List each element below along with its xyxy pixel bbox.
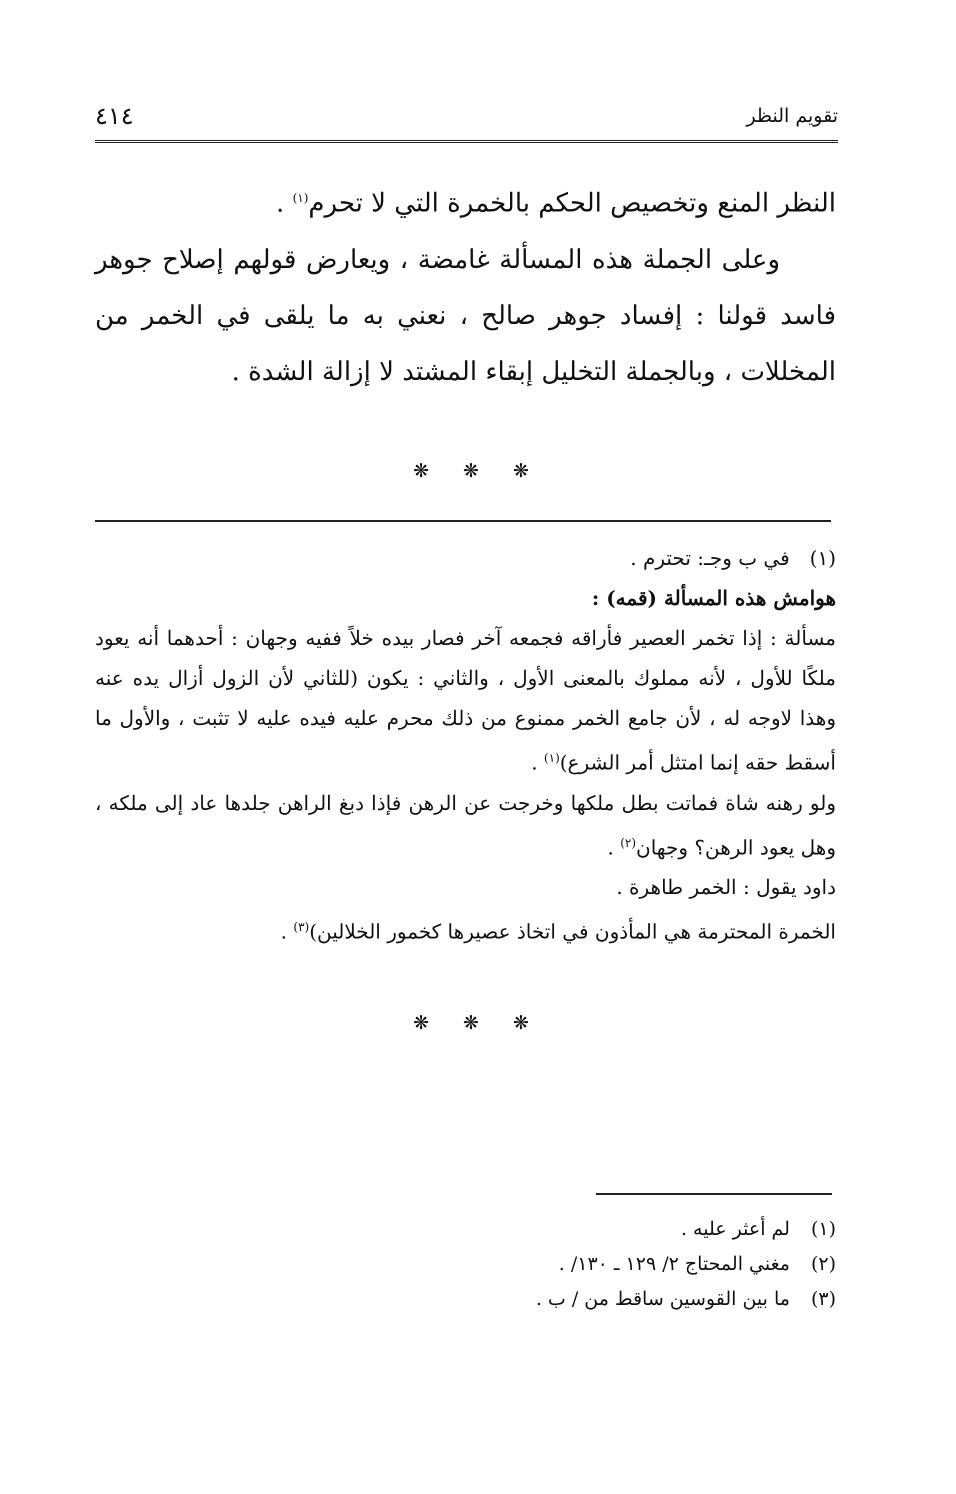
masala-end: . (531, 750, 544, 775)
paragraph-1-end: . (276, 188, 293, 219)
masala-note-ref: (١) (543, 751, 560, 765)
masala-text: مسألة : إذا تخمر العصير فأراقه فجمعه آخر فصار بيده خلاً ففيه وجهان : أحدهما أنه يعود ملكًا للأول ، لأنه مملوك بالمعنى الأول ، والثاني : يكون (للثاني لأن الزول أزال يده عنه وهذا لاوجه له ، لأن جامع الخمر ممنوع من ذلك محرم عليه فيده عليه لا تثبت ، والأول ما أسقط حقه إنما امتثل أمر الشرع) (95, 626, 836, 775)
endnote-text: لم أعثر عليه . (680, 1218, 790, 1240)
footnote-1-text: في ب وجـ: تحترم . (630, 546, 790, 570)
page-header (95, 98, 838, 134)
endnote-text: ما بين القوسين ساقط من / ب . (535, 1288, 790, 1310)
endnote-item (95, 1247, 836, 1282)
masala-paragraph (95, 618, 836, 783)
section-separator: ❋ ❋ ❋ (413, 460, 543, 482)
endnote-rule (596, 1193, 832, 1195)
main-text (95, 170, 836, 400)
paragraph-2: وعلى الجملة هذه المسألة غامضة ، ويعارض قولهم إصلاح جوهر فاسد قولنا : إفساد جوهر صالح ، نعني به ما يلقى في الخمر من المخللات ، وبالجملة التخليل إبقاء المشتد لا إزالة الشدة . (95, 244, 836, 387)
khamra-end: . (280, 919, 294, 944)
endnote-item (95, 1282, 836, 1317)
footnote-1-number: (١) (809, 546, 836, 570)
khamra-text: الخمرة المحترمة هي المأذون في اتخاذ عصيرها كخمور الخلالين) (309, 919, 836, 944)
footnote-1 (95, 538, 836, 578)
endnote-number: (١) (810, 1218, 836, 1240)
khamra-line (95, 907, 836, 952)
header-rule (95, 140, 838, 143)
running-title: تقويم النظر (746, 105, 838, 127)
dawud-line: داود يقول : الخمر طاهرة . (616, 875, 836, 900)
endnotes (95, 1212, 836, 1317)
footnote-block (95, 538, 836, 952)
endnote-text: مغني المحتاج ٢/ ١٢٩ ـ ١٣٠/ . (558, 1253, 790, 1275)
section-separator-2: ❋ ❋ ❋ (413, 1012, 543, 1034)
footnote-rule (95, 520, 831, 522)
rahn-text: ولو رهنه شاة فماتت بطل ملكها وخرجت عن الرهن فإذا دبغ الراهن جلدها عاد إلى ملكه ، وهل يعود الرهن؟ وجهان (95, 790, 836, 860)
khamra-note-ref: (٣) (293, 920, 310, 935)
rahn-note-ref: (٢) (620, 835, 637, 850)
page-number: ٤١٤ (95, 102, 134, 130)
rahn-end: . (607, 835, 621, 860)
rahn-paragraph (95, 783, 836, 868)
footnote-ref-1: (١) (292, 191, 309, 205)
endnote-number: (٣) (810, 1288, 836, 1310)
endnote-number: (٢) (810, 1253, 836, 1275)
margins-heading: هوامش هذه المسألة (قمه) : (591, 586, 836, 610)
paragraph-1 (95, 170, 836, 232)
paragraph-1-text: النظر المنع وتخصيص الحكم بالخمرة التي لا تحرم (308, 188, 836, 219)
endnote-item (95, 1212, 836, 1247)
